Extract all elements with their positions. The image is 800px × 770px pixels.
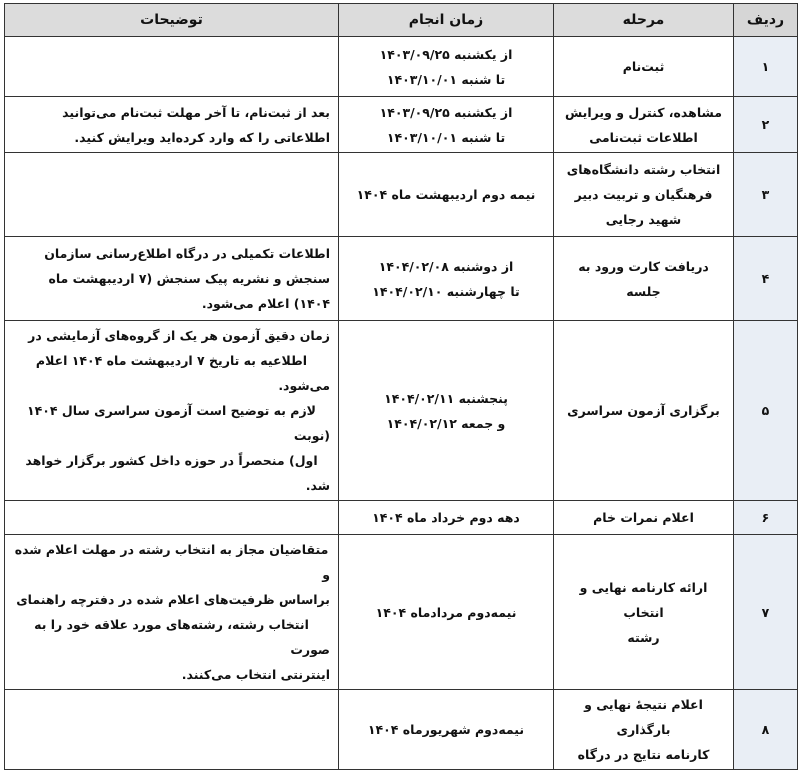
description-cell — [5, 153, 339, 237]
header-time: زمان انجام — [339, 4, 554, 37]
table-row — [5, 153, 798, 237]
time-line: و جمعه ۱۴۰۴/۰۲/۱۲ — [386, 415, 506, 431]
time-line: از یکشنبه ۱۴۰۳/۰۹/۲۵ — [379, 104, 513, 120]
table-row — [5, 535, 798, 690]
table-row — [5, 97, 798, 153]
time-line: از یکشنبه ۱۴۰۳/۰۹/۲۵ — [379, 46, 513, 62]
description-cell — [5, 37, 339, 97]
schedule-body — [5, 37, 798, 770]
description-line: بعد از ثبت‌نام، تا آخر مهلت ثبت‌نام می‌توانید — [62, 104, 330, 120]
time-line: تا شنبه ۱۴۰۳/۱۰/۰۱ — [386, 71, 506, 87]
description-line: انتخاب رشته، رشته‌های مورد علاقه خود را به صورت — [34, 617, 330, 657]
table-row — [5, 690, 798, 770]
row-number: ۸ — [734, 690, 798, 770]
stage-line: برگزاری آزمون سراسری — [567, 403, 720, 418]
time-line: دهه دوم خرداد ماه ۱۴۰۴ — [372, 510, 520, 525]
stage-line: اعلام نتیجهٔ نهایی و بارگذاری — [584, 697, 703, 737]
schedule-table — [4, 3, 798, 770]
stage-line: ثبت‌نام — [622, 59, 665, 74]
stage-line: کارنامه نتایج در درگاه — [577, 747, 710, 762]
description-line: متقاضیان مجاز به انتخاب رشته در مهلت اعلام شده و — [14, 542, 330, 582]
row-number: ۵ — [734, 321, 798, 501]
description-cell — [5, 535, 339, 690]
description-line: سنجش و نشریه پیک سنجش (۷ اردیبهشت ماه — [48, 271, 330, 286]
time-line: تا چهارشنبه ۱۴۰۴/۰۲/۱۰ — [372, 283, 520, 299]
time-line: نیمه دوم اردیبهشت ماه ۱۴۰۴ — [356, 187, 536, 202]
stage-line: رشته — [627, 629, 660, 645]
stage-cell — [554, 321, 734, 501]
stage-line: انتخاب رشته دانشگاه‌های — [566, 162, 721, 177]
description-line: براساس ظرفیت‌های اعلام شده در دفترچه راهنمای — [16, 592, 330, 607]
row-number: ۳ — [734, 153, 798, 237]
table-row — [5, 37, 798, 97]
description-line: اول) منحصراً در حوزه داخل کشور برگزار خواهد شد. — [25, 453, 330, 493]
time-cell — [339, 97, 554, 153]
stage-line: دریافت کارت ورود به جلسه — [578, 258, 709, 299]
time-line: نیمه‌دوم مردادماه ۱۴۰۴ — [375, 604, 517, 620]
stage-line: اطلاعات ثبت‌نامی — [589, 129, 698, 145]
row-number: ۴ — [734, 237, 798, 321]
description-cell — [5, 321, 339, 501]
description-line: اینترنتی انتخاب می‌کنند. — [181, 667, 330, 682]
time-line: نیمه‌دوم شهریورماه ۱۴۰۴ — [367, 722, 525, 737]
description-cell — [5, 501, 339, 535]
stage-cell — [554, 97, 734, 153]
description-line: ۱۴۰۴) اعلام می‌شود. — [201, 296, 330, 311]
row-number: ۶ — [734, 501, 798, 535]
stage-cell — [554, 501, 734, 535]
header-stage: مرحله — [554, 4, 734, 37]
time-line: پنجشنبه ۱۴۰۴/۰۲/۱۱ — [384, 390, 508, 406]
time-cell — [339, 153, 554, 237]
time-line: از دوشنبه ۱۴۰۴/۰۲/۰۸ — [378, 258, 514, 274]
table-row — [5, 321, 798, 501]
row-number: ۱ — [734, 37, 798, 97]
stage-cell — [554, 535, 734, 690]
time-cell — [339, 237, 554, 321]
row-number: ۷ — [734, 535, 798, 690]
header-row-number: ردیف — [734, 4, 798, 37]
time-cell — [339, 690, 554, 770]
description-line: اطلاعیه به تاریخ ۷ اردیبهشت ماه ۱۴۰۴ اعلام می‌شود. — [35, 353, 330, 393]
time-line: تا شنبه ۱۴۰۳/۱۰/۰۱ — [386, 129, 506, 145]
row-number: ۲ — [734, 97, 798, 153]
stage-line: فرهنگیان و تربیت دبیر — [574, 187, 713, 202]
stage-cell — [554, 237, 734, 321]
stage-cell — [554, 153, 734, 237]
time-cell — [339, 501, 554, 535]
description-line: لازم به توضیح است آزمون سراسری سال ۱۴۰۴ (نوبت — [27, 403, 330, 443]
description-cell — [5, 97, 339, 153]
stage-line: اعلام نمرات خام — [593, 510, 694, 525]
stage-cell — [554, 690, 734, 770]
stage-line: شهید رجایی — [605, 212, 682, 227]
time-cell — [339, 535, 554, 690]
time-cell — [339, 37, 554, 97]
description-line: اطلاعات تکمیلی در درگاه اطلاع‌رسانی سازمان — [44, 246, 330, 261]
header-description: توضیحات — [5, 4, 339, 37]
stage-line: مشاهده، کنترل و ویرایش — [565, 104, 722, 120]
header-row — [5, 4, 798, 37]
table-row — [5, 237, 798, 321]
table-row — [5, 501, 798, 535]
description-cell — [5, 690, 339, 770]
description-cell — [5, 237, 339, 321]
stage-line: ارائه کارنامه نهایی و انتخاب — [579, 579, 708, 620]
description-line: اطلاعاتی را که وارد کرده‌اید ویرایش کنید. — [74, 129, 330, 145]
time-cell — [339, 321, 554, 501]
stage-cell — [554, 37, 734, 97]
description-line: زمان دقیق آزمون هر یک از گروه‌های آزمایشی در — [28, 328, 330, 343]
